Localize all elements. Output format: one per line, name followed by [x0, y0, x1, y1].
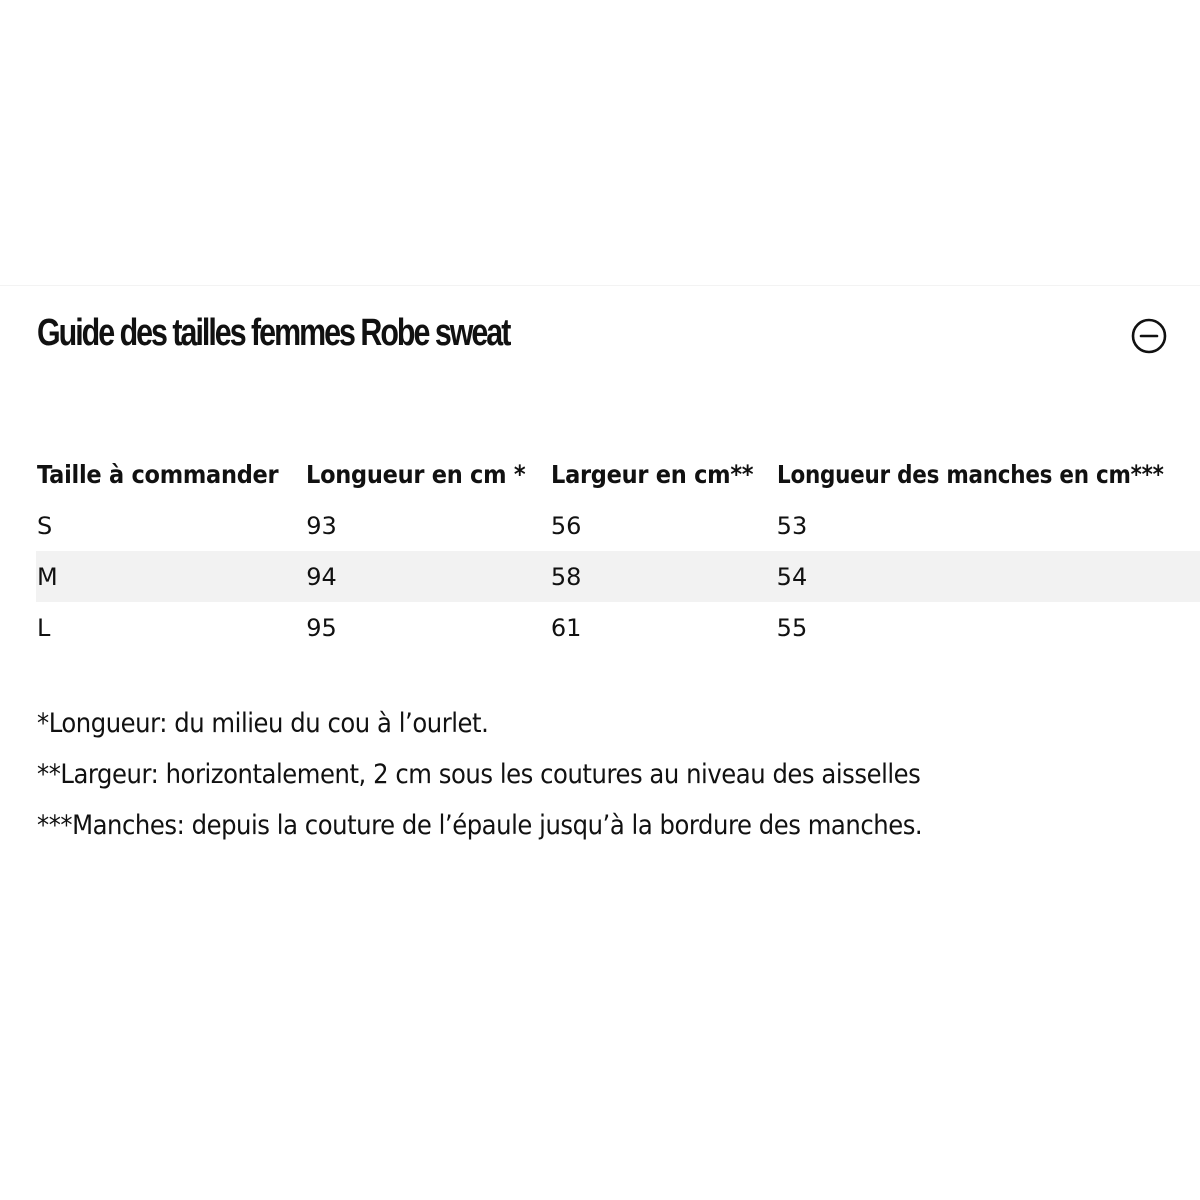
- length-cell: 94: [305, 551, 550, 602]
- size-table: [36, 449, 1200, 653]
- table-row: [36, 602, 1200, 653]
- size-guide-title[interactable]: Guide des tailles femmes Robe sweat: [37, 312, 510, 354]
- sleeve-length-cell: 55: [776, 613, 808, 642]
- width-cell: 58: [550, 551, 776, 602]
- column-header-width: Largeur en cm**: [550, 460, 754, 489]
- length-cell: 93: [306, 511, 337, 540]
- note-sleeves: ***Manches: depuis la couture de l’épaule jusqu’à la bordure des manches.: [37, 810, 923, 841]
- column-header-sleeve-length: Longueur des manches en cm***: [776, 460, 1164, 489]
- size-cell: S: [37, 511, 53, 540]
- sleeve-length-cell: 54: [776, 551, 1200, 602]
- length-cell: 95: [306, 613, 337, 642]
- size-cell: M: [36, 551, 305, 602]
- column-header-length: Longueur en cm *: [306, 460, 526, 489]
- note-width: **Largeur: horizontalement, 2 cm sous les coutures au niveau des aisselles: [37, 759, 921, 790]
- sleeve-length-cell: 53: [776, 511, 808, 540]
- size-notes: [37, 698, 1187, 851]
- column-header-size: Taille à commander: [37, 460, 279, 489]
- note-length: *Longueur: du milieu du cou à l’ourlet.: [37, 708, 489, 739]
- table-header-row: [36, 449, 1200, 500]
- table-row: [36, 551, 1200, 602]
- size-cell: L: [37, 613, 51, 642]
- collapse-button[interactable]: [1131, 318, 1167, 354]
- minus-circle-icon: [1131, 318, 1167, 354]
- table-row: [36, 500, 1200, 551]
- size-guide-panel: [0, 285, 1200, 886]
- width-cell: 61: [550, 613, 582, 642]
- width-cell: 56: [550, 511, 582, 540]
